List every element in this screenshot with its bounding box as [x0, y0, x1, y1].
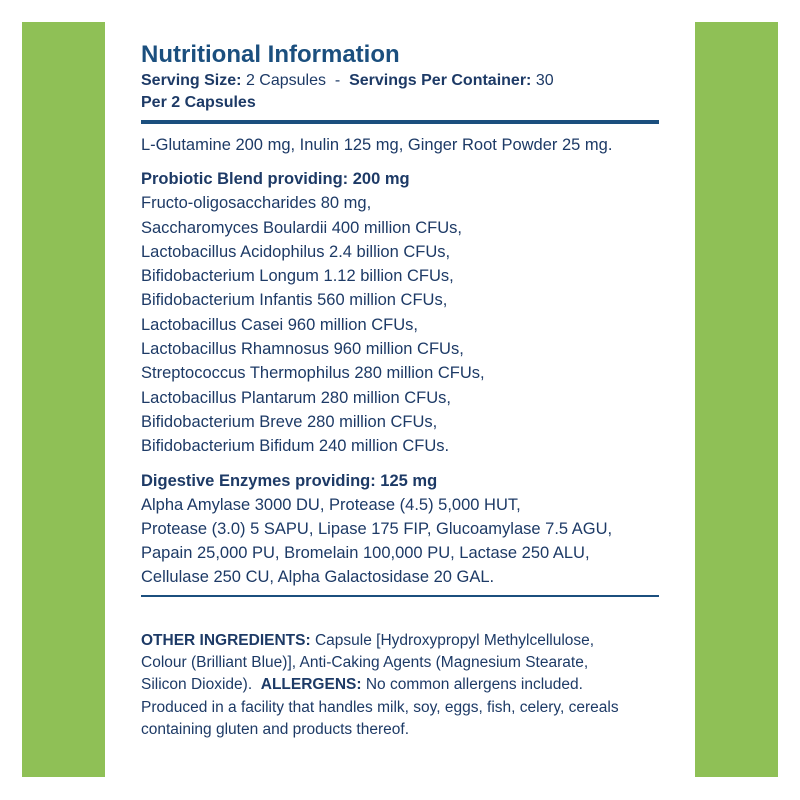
- right-green-band: [695, 22, 778, 777]
- probiotic-item: Bifidobacterium Bifidum 240 million CFUs.: [141, 437, 450, 456]
- probiotic-heading: Probiotic Blend providing: 200 mg: [141, 170, 410, 189]
- left-green-band: [22, 22, 105, 777]
- serving-size-label: Serving Size:: [141, 72, 242, 89]
- enzymes-section: [141, 469, 661, 590]
- other-line-2: Colour (Brilliant Blue)], Anti-Caking Agents (Magnesium Stearate,: [141, 654, 589, 672]
- probiotic-item: Fructo-oligosaccharides 80 mg,: [141, 194, 372, 213]
- other-ingredients-text: Capsule [Hydroxypropyl Methylcellulose,: [314, 631, 595, 649]
- enzyme-item: Papain 25,000 PU, Bromelain 100,000 PU, Lactase 250 ALU,: [141, 544, 590, 563]
- per-serving-label: Per 2 Capsules: [141, 94, 256, 111]
- probiotic-item: Bifidobacterium Longum 1.12 billion CFUs,: [141, 267, 454, 286]
- base-ingredients: L-Glutamine 200 mg, Inulin 125 mg, Ginger Root Powder 25 mg.: [141, 136, 613, 154]
- other-line-1: [141, 630, 661, 652]
- serving-line: [141, 70, 661, 92]
- allergens-text: No common allergens included.: [365, 676, 583, 694]
- allergens-label: ALLERGENS:: [260, 676, 362, 694]
- servings-per-container-label: Servings Per Container:: [349, 72, 532, 89]
- panel-title: Nutritional Information: [141, 41, 400, 68]
- header-rule: [141, 120, 659, 124]
- other-line-4: Produced in a facility that handles milk, soy, eggs, fish, celery, cereals: [141, 698, 619, 716]
- other-line-3: [141, 674, 661, 696]
- probiotic-item: Streptococcus Thermophilus 280 million CFUs,: [141, 364, 485, 383]
- probiotic-item: Lactobacillus Acidophilus 2.4 billion CFUs,: [141, 242, 451, 261]
- probiotic-item: Lactobacillus Casei 960 million CFUs,: [141, 315, 418, 334]
- footer-rule: [141, 595, 659, 597]
- probiotic-section: [141, 167, 661, 458]
- enzymes-heading: Digestive Enzymes providing: 125 mg: [141, 471, 438, 490]
- serving-separator: -: [334, 72, 341, 89]
- servings-per-container-value: 30: [535, 72, 554, 89]
- probiotic-item: Lactobacillus Rhamnosus 960 million CFUs,: [141, 340, 464, 359]
- enzyme-item: Alpha Amylase 3000 DU, Protease (4.5) 5,000 HUT,: [141, 495, 521, 514]
- enzyme-item: Protease (3.0) 5 SAPU, Lipase 175 FIP, Glucoamylase 7.5 AGU,: [141, 519, 613, 538]
- probiotic-item: Bifidobacterium Breve 280 million CFUs,: [141, 412, 438, 431]
- other-ingredients-label: OTHER INGREDIENTS:: [141, 631, 311, 649]
- probiotic-item: Bifidobacterium Infantis 560 million CFUs,: [141, 291, 448, 310]
- serving-size-value: 2 Capsules: [245, 72, 326, 89]
- probiotic-item: Saccharomyces Boulardii 400 million CFUs,: [141, 218, 462, 237]
- other-ingredients: [141, 630, 661, 741]
- enzyme-item: Cellulase 250 CU, Alpha Galactosidase 20 GAL.: [141, 568, 495, 587]
- other-line-3-text: Silicon Dioxide).: [141, 676, 253, 694]
- other-line-5: containing gluten and products thereof.: [141, 720, 409, 738]
- nutrition-panel: [141, 40, 661, 741]
- probiotic-item: Lactobacillus Plantarum 280 million CFUs,: [141, 388, 451, 407]
